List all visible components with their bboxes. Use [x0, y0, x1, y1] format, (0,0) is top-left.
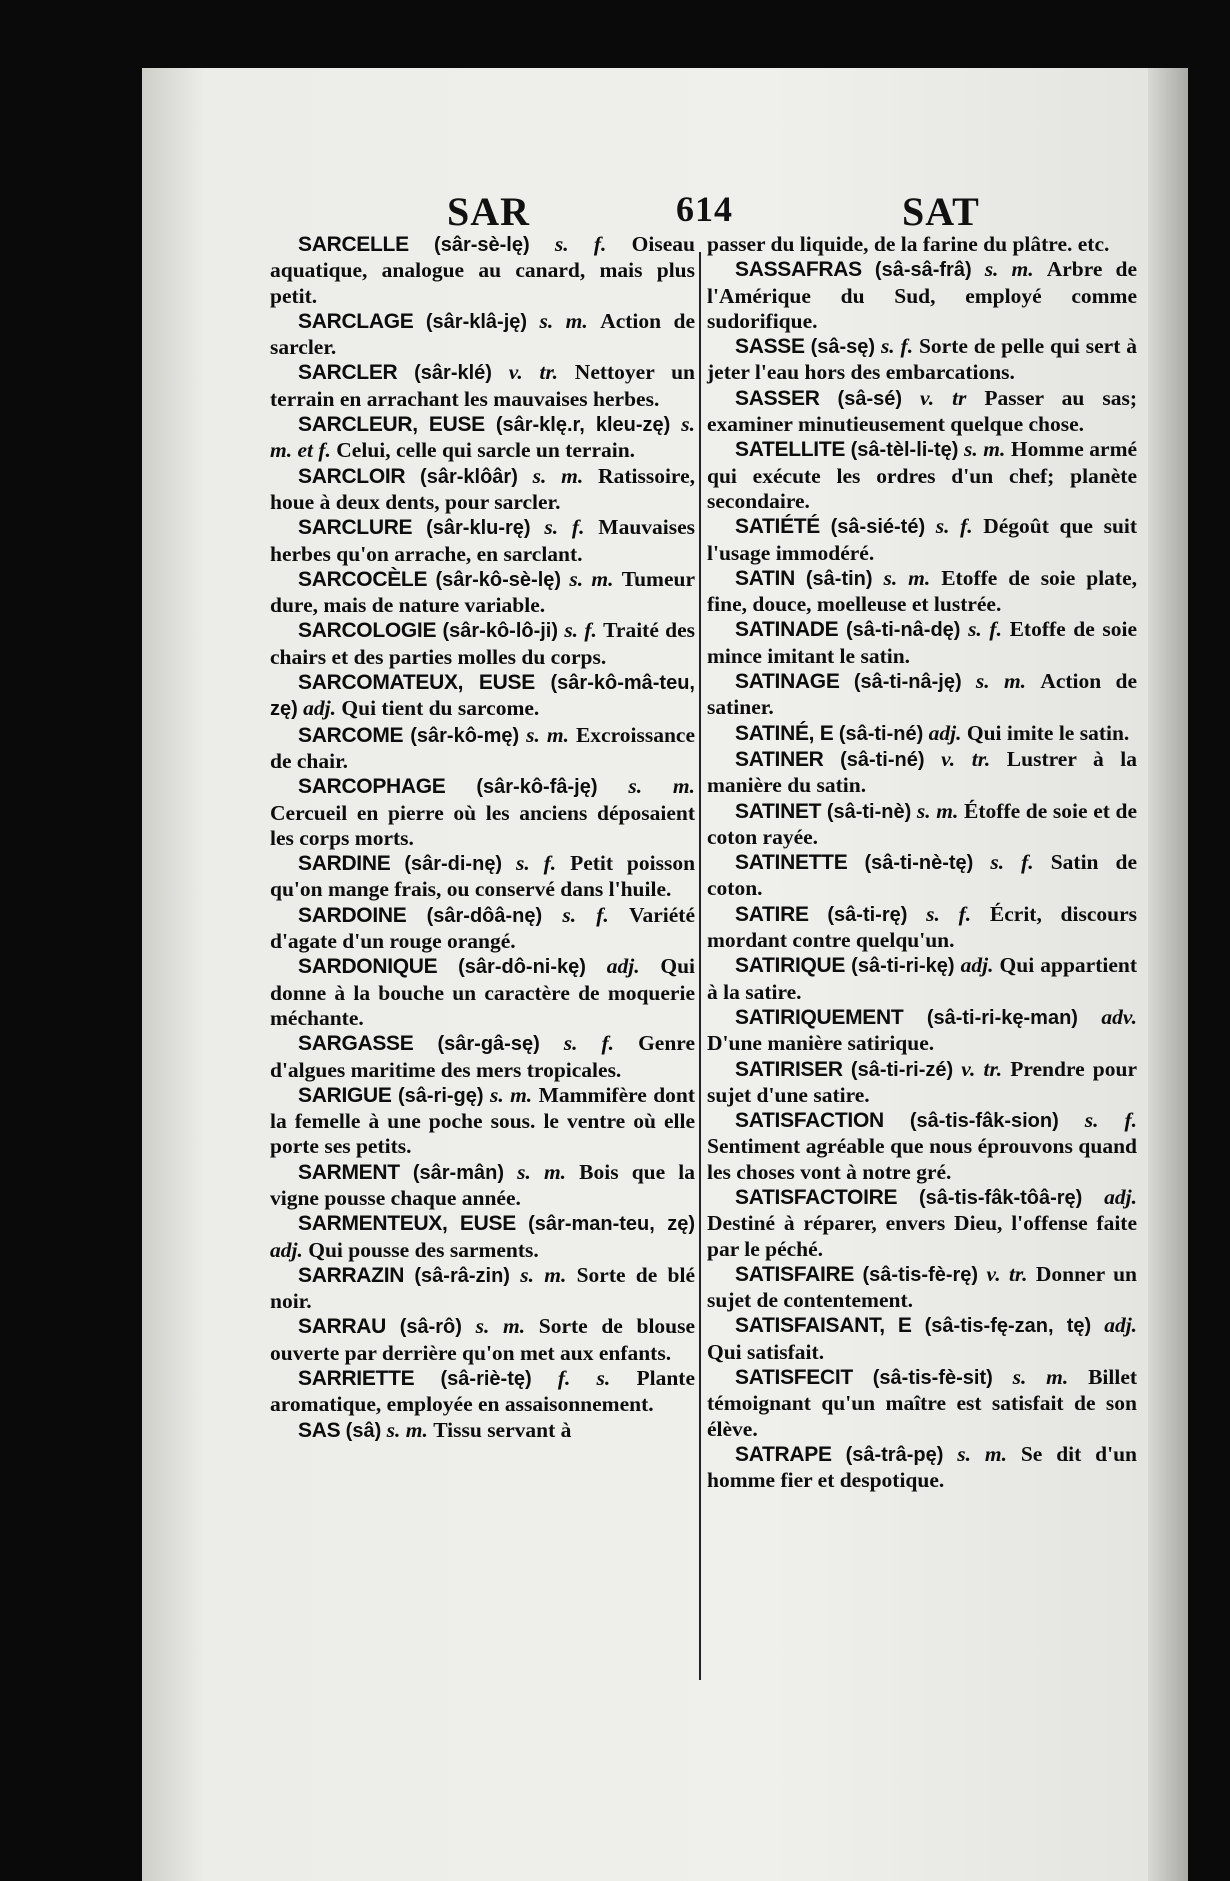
entry-grammar: adj. [270, 1237, 303, 1262]
entry-definition: Tumeur dure, mais de nature variable. [270, 566, 696, 618]
entry-definition: Écrit, discours mordant contre quelqu'un. [707, 901, 1138, 953]
dictionary-entry [270, 954, 695, 1031]
page-spine-shadow [1148, 68, 1188, 1881]
entry-grammar: v. tr [919, 385, 967, 410]
entry-headword: SATELLITE [735, 438, 846, 462]
entry-pronunciation: (sâ-ti-nâ-dę) [846, 619, 961, 642]
entry-pronunciation: (sâr-kô-mę) [410, 724, 520, 747]
entry-grammar: s. f. [926, 901, 972, 926]
dictionary-entry [707, 747, 1137, 799]
entry-grammar: v. tr. [961, 1056, 1003, 1081]
entry-definition: Tissu servant à [433, 1417, 572, 1442]
entry-grammar: s. m. et f. [270, 412, 696, 463]
entry-definition: Étoffe de soie et de coton rayée. [707, 798, 1138, 849]
entry-headword: SARCOMATEUX, EUSE [298, 671, 535, 695]
entry-definition: Billet témoignant qu'un maître est satisfait de son élève. [707, 1365, 1138, 1441]
entry-headword: SATIN [735, 566, 795, 590]
entry-grammar: s. m. [569, 566, 614, 591]
entry-headword: SARRIETTE [298, 1367, 415, 1391]
entry-grammar: s. f. [968, 617, 1002, 642]
dictionary-entry [707, 902, 1137, 954]
entry-grammar: s. m. [532, 463, 584, 488]
entry-pronunciation: (sâ-râ-zin) [414, 1264, 510, 1287]
entry-grammar: adj. [960, 953, 994, 978]
entry-definition: Lustrer à la manière du satin. [707, 746, 1138, 798]
entry-definition: Sentiment agréable que nous éprouvons quand les choses vont à notre gré. [707, 1134, 1137, 1184]
entry-definition: Mauvaises herbes qu'on arrache, en sarclant. [270, 515, 696, 566]
entry-pronunciation: (sâ-riè-tę) [440, 1368, 532, 1391]
entry-headword: SATRAPE [735, 1442, 832, 1466]
entry-definition: Etoffe de soie mince imitant le satin. [707, 617, 1138, 668]
dictionary-entry [707, 1365, 1137, 1442]
dictionary-entry [270, 618, 695, 670]
entry-headword: SATINETTE [735, 851, 848, 875]
entry-definition: Prendre pour sujet d'une satire. [707, 1056, 1138, 1107]
entry-pronunciation: (sâ-tis-fè-rę) [862, 1263, 979, 1286]
entry-definition: Plante aromatique, employée en assaisonnement. [270, 1366, 696, 1417]
entry-pronunciation: (sâ-ti-rę) [827, 903, 908, 926]
dictionary-entry [270, 1211, 695, 1263]
entry-definition: Qui pousse des sarments. [308, 1237, 539, 1262]
entry-definition: Variété d'agate d'un rouge orangé. [270, 902, 696, 954]
entry-headword: SASSE [735, 335, 805, 359]
entry-grammar: s. m. [386, 1417, 428, 1442]
entry-headword: SARCOPHAGE [298, 775, 446, 799]
dictionary-entry [707, 334, 1137, 386]
entry-headword: SATINER [735, 747, 824, 771]
entry-headword: SARMENTEUX, EUSE [298, 1212, 516, 1236]
dictionary-entry [707, 257, 1137, 334]
entry-grammar: s. m. [520, 1262, 567, 1287]
entry-grammar: s. f. [1084, 1108, 1137, 1133]
entry-grammar: s. m. [883, 565, 931, 590]
dictionary-entry [270, 774, 695, 851]
entry-definition: Nettoyer un terrain en arrachant les mauvaises herbes. [270, 360, 696, 411]
entry-definition: Sorte de blouse ouverte par derrière qu'on met aux enfants. [270, 1314, 696, 1365]
entry-pronunciation: (sâ) [345, 1419, 382, 1442]
entry-grammar: s. m. [526, 722, 569, 747]
entry-headword: SARDOINE [298, 903, 407, 927]
entry-headword: SARCLER [298, 361, 398, 385]
entry-headword: SATIÉTÉ [735, 515, 821, 539]
dictionary-entry [270, 723, 695, 775]
entry-pronunciation: (sâ-sâ-frâ) [874, 259, 972, 282]
entry-grammar: s. f. [562, 902, 609, 927]
entry-definition: Sorte de blé noir. [270, 1262, 696, 1314]
dictionary-entry [270, 1418, 695, 1444]
entry-pronunciation: (sâ-tis-fę-zan, tę) [924, 1315, 1092, 1338]
entry-definition: Petit poisson qu'on mange frais, ou conservé dans l'huile. [270, 851, 696, 902]
entry-definition: Qui appartient à la satire. [707, 953, 1138, 1004]
entry-definition: Cercueil en pierre où les anciens déposaient les corps morts. [270, 800, 695, 850]
entry-headword: SATINET [735, 799, 822, 823]
page-number: 614 [676, 189, 733, 229]
entry-headword: SARDONIQUE [298, 955, 438, 979]
entry-pronunciation: (sâ-trâ-pę) [845, 1443, 944, 1466]
dictionary-entry [270, 851, 695, 903]
entry-headword: SARCELLE [298, 233, 409, 256]
entry-pronunciation: (sâr-sè-lę) [434, 234, 530, 256]
column-divider [699, 252, 701, 1680]
entry-definition: Qui donne à la bouche un caractère de moquerie méchante. [270, 954, 696, 1030]
entry-grammar: s. f. [516, 851, 557, 876]
entry-headword: SARCOCÈLE [298, 567, 428, 591]
entry-pronunciation: (sâr-gâ-sę) [437, 1033, 540, 1056]
dictionary-entry [270, 515, 695, 567]
entry-definition: Mammifère dont la femelle à une poche sous. le ventre où elle porte ses petits. [270, 1082, 696, 1159]
entry-grammar: v. tr. [941, 746, 991, 771]
entry-headword: SATIRE [735, 902, 809, 926]
entry-headword: SATISFAIRE [735, 1262, 855, 1286]
entry-pronunciation: (sâ-tis-fè-sit) [872, 1367, 993, 1390]
dictionary-entry [707, 566, 1137, 618]
entry-grammar: s. m. [489, 1082, 533, 1107]
entry-headword: SATISFACTION [735, 1109, 884, 1133]
entry-headword: SATINÉ, E [735, 721, 834, 745]
dictionary-entry [707, 617, 1137, 669]
entry-pronunciation: (sâ-rô) [399, 1316, 462, 1339]
dictionary-entry [707, 514, 1137, 566]
entry-pronunciation: (sâr-klu-rę) [426, 517, 531, 540]
entry-pronunciation: (sâ-sę) [810, 336, 876, 359]
right-column [707, 232, 1137, 1494]
entry-pronunciation: (sâr-kô-mâ-teu, zę) [270, 672, 695, 721]
entry-definition: Homme armé qui exécute les ordres d'un chef; planète secondaire. [707, 437, 1138, 513]
dictionary-entry [270, 360, 695, 412]
entry-grammar: s. m. [916, 798, 959, 823]
entry-headword: SASSER [735, 386, 820, 410]
dictionary-entry [270, 1160, 695, 1212]
entry-grammar: s. f. [564, 618, 597, 643]
entry-grammar: v. tr. [508, 360, 559, 385]
entry-grammar: s. m. [975, 669, 1027, 694]
dictionary-entry [707, 386, 1137, 438]
entry-pronunciation: (sâ-ri-gę) [397, 1084, 484, 1107]
entry-headword: SARGASSE [298, 1032, 414, 1056]
entry-pronunciation: (sâ-sié-té) [830, 516, 926, 539]
entry-headword: SASSAFRAS [735, 258, 862, 282]
entry-definition: Satin de coton. [707, 850, 1138, 901]
entry-definition: Oiseau aquatique, analogue au canard, mais plus petit. [270, 232, 695, 308]
entry-headword: SATISFACTOIRE [735, 1185, 898, 1209]
entry-pronunciation: (sâr-di-nę) [404, 853, 503, 876]
dictionary-entry [270, 1366, 695, 1418]
dictionary-entry [270, 1083, 695, 1160]
entry-grammar: v. tr. [986, 1261, 1028, 1286]
entry-pronunciation: (sâ-ti-né) [840, 748, 925, 771]
dictionary-entry [270, 670, 695, 723]
entry-pronunciation: (sâ-sé) [837, 387, 903, 410]
entry-pronunciation: (sâ-ti-nè-tę) [864, 852, 974, 875]
dictionary-entry [707, 669, 1137, 721]
entry-pronunciation: (sâr-klôâr) [420, 465, 518, 488]
entry-definition: Action de satiner. [707, 669, 1138, 720]
entry-definition: D'une manière satirique. [707, 1031, 935, 1056]
entry-definition: Bois que la vigne pousse chaque année. [270, 1159, 695, 1210]
entry-headword: SARCOME [298, 723, 404, 747]
entry-pronunciation: (sâr-mân) [412, 1161, 504, 1184]
entry-pronunciation: (sâ-ti-ri-kę-man) [926, 1006, 1078, 1029]
entry-grammar: s. f. [935, 514, 973, 539]
entry-headword: SATIRIQUE [735, 954, 846, 978]
entry-pronunciation: (sâ-tin) [805, 567, 873, 590]
header-left-guide-word: SAR [447, 189, 531, 234]
dictionary-entry [270, 903, 695, 955]
entry-pronunciation: (sâr-klâ-ję) [425, 310, 528, 333]
entry-definition: Destiné à réparer, envers Dieu, l'offense faite par le péché. [707, 1211, 1137, 1261]
entry-headword: SARCLEUR, EUSE [298, 413, 485, 437]
entry-headword: SATIRIQUEMENT [735, 1005, 904, 1029]
dictionary-entry [270, 567, 695, 619]
entry-headword: SARRAZIN [298, 1263, 405, 1287]
entry-definition: Traité des chairs et des parties molles du corps. [270, 618, 696, 669]
dictionary-entry [707, 1057, 1137, 1109]
entry-grammar: f. s. [557, 1366, 611, 1391]
dictionary-entry [270, 309, 695, 361]
dictionary-entry [707, 721, 1137, 747]
entry-pronunciation: (sâr-dô-ni-kę) [458, 956, 586, 979]
entry-grammar: s. f. [880, 334, 914, 359]
dictionary-entry [270, 412, 695, 464]
dictionary-entry [707, 1108, 1137, 1185]
dictionary-entry [707, 437, 1137, 514]
dictionary-entry [270, 232, 695, 309]
entry-pronunciation: (sâ-ti-ri-zé) [850, 1058, 954, 1081]
entry-definition: Celui, celle qui sarcle un terrain. [336, 438, 636, 463]
entry-headword: SATIRISER [735, 1057, 843, 1081]
dictionary-entry [270, 1314, 695, 1366]
entry-grammar: adv. [1101, 1004, 1137, 1029]
entry-pronunciation: (sâr-man-teu, zę) [528, 1213, 695, 1236]
entry-definition: Sorte de pelle qui sert à jeter l'eau hors des embarcations. [707, 334, 1138, 385]
entry-definition: Passer au sas; examiner minutieusement quelque chose. [707, 385, 1137, 437]
entry-definition: Qui tient du sarcome. [341, 696, 540, 721]
dictionary-entry [270, 464, 695, 516]
entry-definition: Dégoût que suit l'usage immodéré. [707, 514, 1138, 565]
entry-definition: Se dit d'un homme fier et despotique. [707, 1441, 1138, 1493]
entry-headword: SATISFECIT [735, 1366, 853, 1390]
entry-pronunciation: (sâr-klé) [414, 362, 492, 385]
dictionary-entry [707, 1185, 1137, 1262]
entry-pronunciation: (sâ-tis-fâk-sion) [909, 1110, 1059, 1133]
entry-grammar: adj. [1104, 1184, 1137, 1209]
entry-grammar: adj. [1104, 1313, 1138, 1338]
entry-grammar: s. f. [544, 515, 585, 540]
entry-pronunciation: (sâ-ti-nâ-ję) [853, 671, 962, 694]
dictionary-entry [707, 850, 1137, 902]
entry-headword: SARDINE [298, 852, 391, 876]
dictionary-entry [270, 1031, 695, 1083]
entry-definition: Action de sarcler. [270, 308, 696, 360]
dictionary-entry [270, 1263, 695, 1315]
left-column [270, 232, 695, 1444]
entry-pronunciation: (sâr-klę.r, kleu-zę) [495, 414, 671, 437]
entry-grammar: s. m. [963, 437, 1006, 462]
entry-grammar: s. f. [554, 232, 607, 256]
entry-headword: SARMENT [298, 1160, 400, 1184]
entry-headword: SARCLOIR [298, 464, 406, 488]
entry-grammar: s. m. [628, 774, 695, 799]
entry-headword: SARCOLOGIE [298, 619, 437, 643]
entry-grammar: s. m. [1012, 1365, 1069, 1390]
entry-headword: SATINAGE [735, 670, 840, 694]
entry-pronunciation: (sâ-ti-né) [838, 722, 924, 745]
entry-pronunciation: (sâ-ti-nè) [826, 800, 912, 823]
entry-pronunciation: (sâr-kô-sè-lę) [435, 568, 562, 591]
header-right-guide-word: SAT [902, 189, 980, 234]
entry-headword: SARCLAGE [298, 309, 414, 333]
entry-pronunciation: (sâr-dôâ-nę) [426, 904, 543, 927]
entry-grammar: s. m. [984, 257, 1034, 282]
entry-definition: Etoffe de soie plate, fine, douce, moelleuse et lustrée. [707, 565, 1138, 617]
entry-headword: SATISFAISANT, E [735, 1314, 912, 1338]
entry-headword: SARCLURE [298, 516, 413, 540]
entry-pronunciation: (sâ-tis-fâk-tôâ-rę) [918, 1186, 1083, 1209]
entry-grammar: adj. [303, 696, 337, 721]
dictionary-entry [707, 1262, 1137, 1314]
entry-pronunciation: (sâr-kô-lô-ji) [442, 620, 559, 643]
entry-grammar: s. m. [517, 1159, 567, 1184]
dictionary-entry [707, 953, 1137, 1005]
entry-definition: Excroissance de chair. [270, 722, 695, 773]
entry-definition: Genre d'algues maritime des mers tropicales. [270, 1031, 695, 1082]
continuation-text: passer du liquide, de la farine du plâtre. etc. [707, 232, 1110, 256]
entry-grammar: adj. [606, 954, 640, 979]
entry-definition: Arbre de l'Amérique du Sud, employé comme sudorifique. [707, 257, 1137, 333]
dictionary-entry [707, 1005, 1137, 1057]
entry-headword: SAS [298, 1418, 341, 1442]
dictionary-entry [707, 1442, 1137, 1494]
entry-definition: Qui imite le satin. [966, 720, 1130, 745]
entry-definition: Donner un sujet de contentement. [707, 1261, 1138, 1313]
entry-grammar: adj. [928, 720, 962, 745]
entry-headword: SARRAU [298, 1315, 387, 1339]
entry-definition: Qui satisfait. [707, 1339, 825, 1364]
entry-grammar: s. m. [475, 1314, 526, 1339]
entry-definition: Ratissoire, houe à deux dents, pour sarcler. [270, 463, 695, 514]
entry-headword: SATINADE [735, 618, 839, 642]
entry-grammar: s. f. [563, 1031, 615, 1056]
entry-pronunciation: (sâr-kô-fâ-ję) [476, 776, 598, 799]
entry-headword: SARIGUE [298, 1083, 392, 1107]
entry-pronunciation: (sâ-tèl-li-tę) [850, 439, 959, 462]
entry-pronunciation: (sâ-ti-ri-kę) [851, 955, 955, 978]
entry-grammar: s. m. [957, 1441, 1007, 1466]
entry-grammar: s. m. [539, 308, 588, 333]
dictionary-entry [707, 799, 1137, 851]
entry-grammar: s. f. [990, 850, 1034, 875]
dictionary-entry [707, 1313, 1137, 1365]
